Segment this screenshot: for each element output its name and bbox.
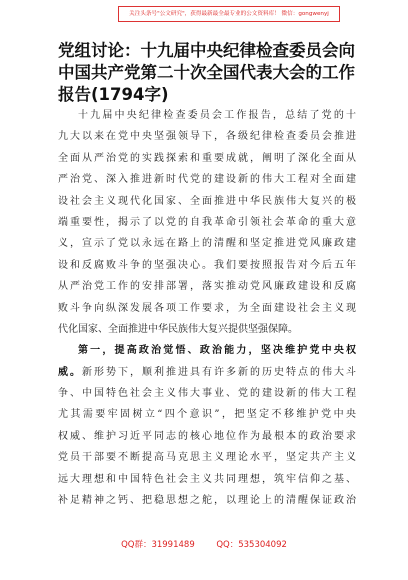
promo-banner: 关注头条号"公文研究"，获得最新最全最专业的公文资料库！ 微信：gongwenyj — [118, 6, 340, 22]
paragraph-line: 争、中国特色社会主义伟大事业、党的建设新的伟大工程 — [58, 388, 356, 400]
section-heading-end: 威。 — [58, 366, 82, 378]
paragraph-line: 义，宣示了党以永远在路上的清醒和坚定推进党风廉政建 — [58, 238, 356, 250]
paragraph-line: 严治党、深入推进新时代党的建设新的伟大工程对全面建 — [58, 174, 356, 186]
paragraph-line: 设和反腐败斗争的坚强决心。我们要按照报告对今后五年 — [58, 259, 356, 271]
title-line: 报告(1794字) — [58, 85, 169, 104]
document-title — [58, 40, 358, 106]
paragraph-line: 补足精神之钙、把稳思想之舵，以理论上的清醒保证政治 — [58, 495, 356, 507]
title-line: 党组讨论：十九届中央纪律检查委员会向 — [58, 41, 355, 60]
paragraph-line: 端重要性，揭示了以党的自我革命引领社会革命的重大意 — [58, 216, 356, 228]
section-text: 新形势下，顺利推进具有许多新的历史特点的伟大斗 — [82, 366, 356, 378]
paragraph-line: 全面从严治党的实践探索和重要成就，阐明了深化全面从 — [58, 152, 356, 164]
paragraph-line: 从严治党工作的安排部署，落实推动党风廉政建设和反腐 — [58, 281, 356, 293]
paragraph-line: 败斗争向纵深发展各项工作要求，为全面建设社会主义现 — [58, 302, 356, 314]
title-line: 中国共产党第二十次全国代表大会的工作 — [58, 63, 355, 82]
paragraph-line: 十九届中央纪律检查委员会工作报告，总结了党的十 — [78, 110, 356, 121]
contact-footer: QQ群：31991489 QQ：535304092 — [121, 540, 287, 550]
paragraph-line: 远大理想和中国特色社会主义共同理想，筑牢信仰之基、 — [58, 473, 356, 485]
section-heading-continued — [58, 362, 356, 383]
paragraph-line: 代化国家、全面推进中华民族伟大复兴提供坚强保障。 — [58, 323, 298, 335]
section-heading: 第一，提高政治觉悟、政治能力，坚决维护党中央权 — [78, 345, 356, 357]
paragraph-line: 党员干部要不断提高马克思主义理论水平，坚定共产主义 — [58, 452, 356, 464]
document-body — [58, 105, 356, 511]
paragraph-line: 权威、维护习近平同志的核心地位作为最根本的政治要求 — [58, 430, 356, 442]
paragraph-line: 设社会主义现代化国家、全面推进中华民族伟大复兴的极 — [58, 195, 356, 207]
paragraph-line: 九大以来在党中央坚强领导下，各级纪律检查委员会推进 — [58, 131, 356, 143]
paragraph-line: 尤其需要牢固树立“四个意识”，把坚定不移维护党中央 — [58, 409, 356, 421]
